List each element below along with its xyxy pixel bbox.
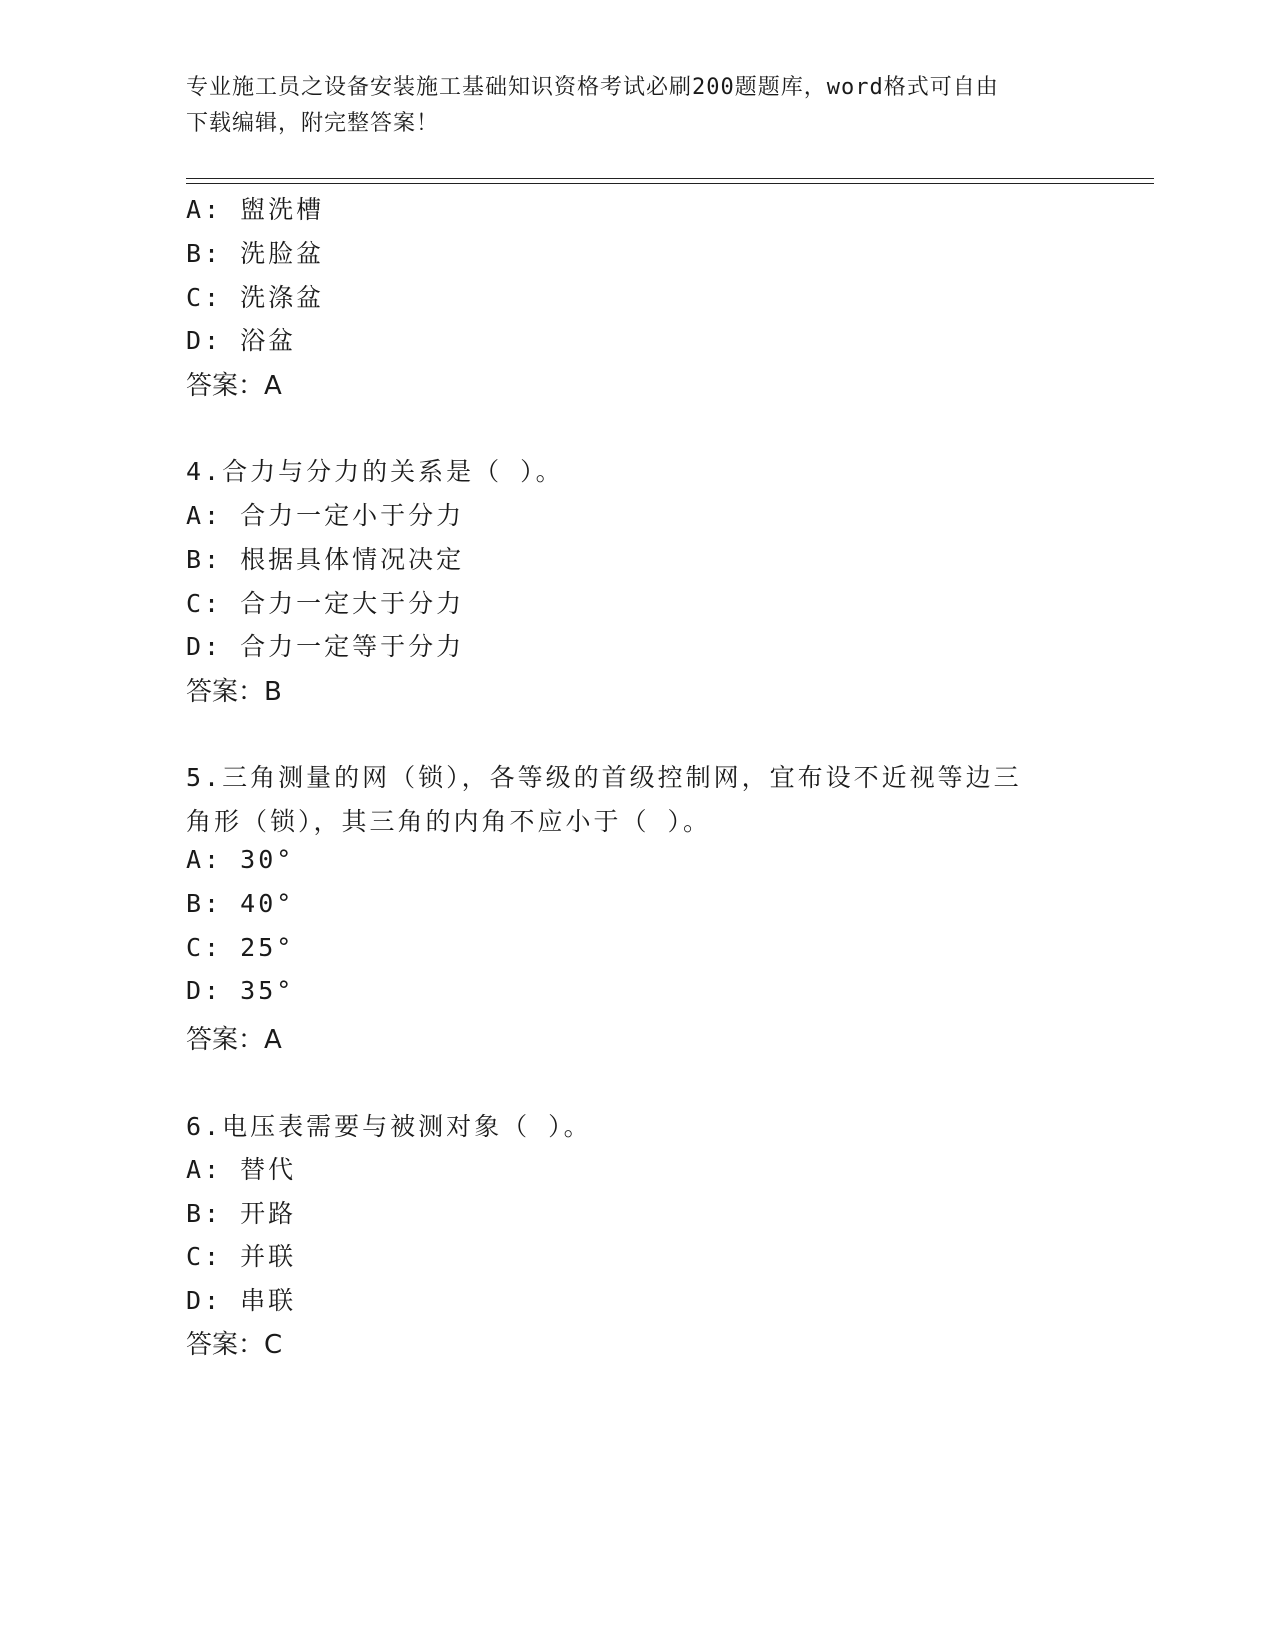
q4-option-a: A: 合力一定小于分力 [186,501,465,530]
q5-option-b: B: 40° [186,889,295,918]
header-line-1: 专业施工员之设备安装施工基础知识资格考试必刷200题题库，word格式可自由 [186,75,999,100]
q3-answer: 答案：A [186,371,282,401]
q6-option-b: B: 开路 [186,1199,297,1228]
q3-option-b: B: 洗脸盆 [186,239,325,268]
q4-answer: 答案：B [186,677,282,707]
q5-option-a: A: 30° [186,845,295,874]
q3-option-d: D: 浴盆 [186,326,297,355]
q6-option-c: C: 并联 [186,1242,297,1271]
q5-answer: 答案：A [186,1025,282,1055]
q4-question: 4.合力与分力的关系是（ ）。 [186,457,564,486]
q5-option-c: C: 25° [186,933,295,962]
q6-answer: 答案：C [186,1330,283,1360]
q6-option-a: A: 替代 [186,1155,297,1184]
q4-option-c: C: 合力一定大于分力 [186,589,465,618]
q6-question: 6.电压表需要与被测对象（ ）。 [186,1112,592,1141]
header-line-2: 下载编辑，附完整答案！ [186,111,440,136]
q3-option-a: A: 盥洗槽 [186,195,325,224]
document-header [186,70,1086,142]
q5-option-d: D: 35° [186,976,295,1005]
q5-question-line-1: 5.三角测量的网（锁），各等级的首级控制网，宜布设不近视等边三 [186,763,1022,792]
q4-option-b: B: 根据具体情况决定 [186,545,465,574]
q5-question-line-2: 角形（锁），其三角的内角不应小于（ ）。 [186,807,712,836]
header-divider-bottom [186,183,1154,184]
header-divider-top [186,178,1154,179]
q3-option-c: C: 洗涤盆 [186,283,325,312]
q6-option-d: D: 串联 [186,1286,297,1315]
q4-option-d: D: 合力一定等于分力 [186,632,465,661]
